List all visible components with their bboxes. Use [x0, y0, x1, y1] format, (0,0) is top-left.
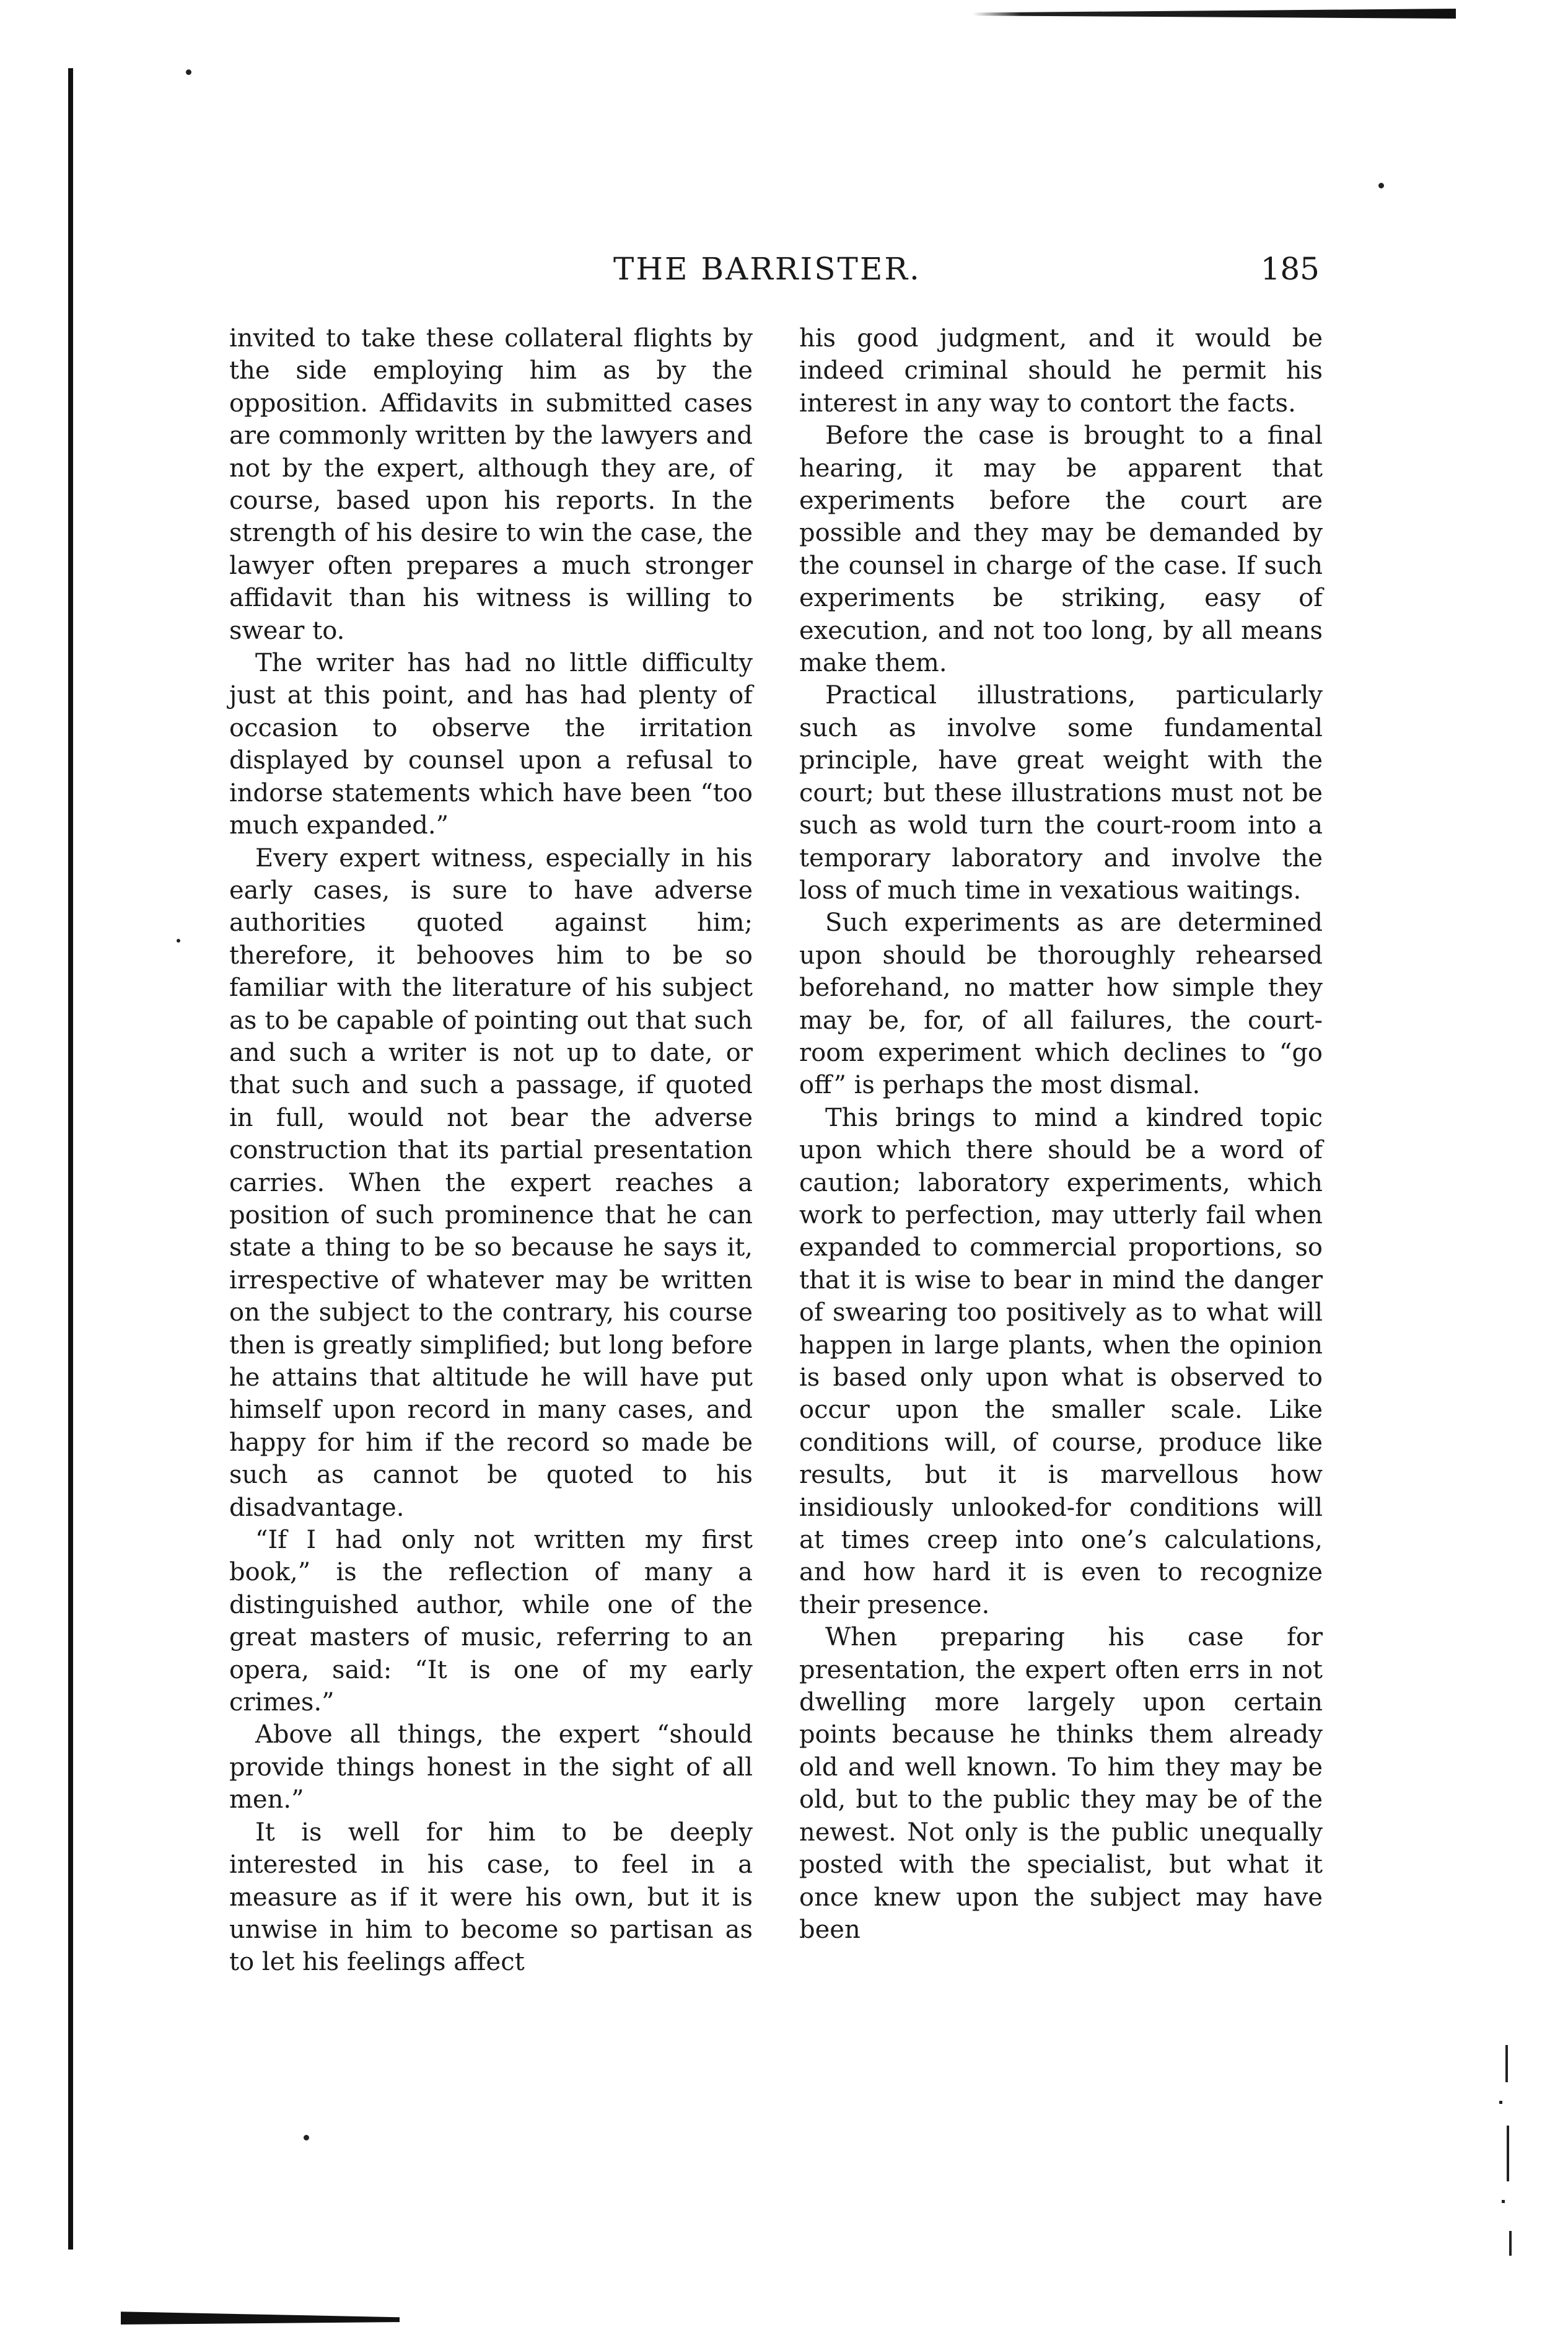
paragraph: invited to take these collateral flights by the side employing him as by the opposition. Affidavits in submitted cases are commonly written by the lawyers and not by the expert, although they are, of course, based upon his reports. In the strength of his desire to win the case, the lawyer often prepares a much stronger affidavit than his witness is willing to swear to. — [229, 324, 753, 645]
paragraph: When preparing his case for presentation, the expert often errs in not dwelling more largely upon certain points because he thinks them already old and well known. To him they may be old, but to the public they may be of the newest. Not only is the public unequally posted with the specialist, but what it once knew upon the subject may have been — [799, 1623, 1323, 1944]
paragraph: Every expert witness, especially in his early cases, is sure to have adverse authorities quoted against him; therefore, it behooves him to be so familiar with the literature of his subject as to be capable of pointing out that such and such a writer is not up to date, or that such and such a passage, if quoted in full, would not bear the adverse construction that its partial presentation carries. When the expert reaches a position of such prominence that he can state a thing to be so because he says it, irrespective of whatever may be written on the subject to the contrary, his course then is greatly simplified; but long before he attains that altitude he will have put himself upon record in many cases, and happy for him if the record so made be such as cannot be quoted to his disadvantage. — [229, 843, 753, 1522]
page-number: 185 — [1260, 251, 1320, 287]
scan-artifact-dot — [177, 939, 180, 943]
scan-artifact-left-edge — [68, 68, 73, 2250]
scan-artifact-top-rule — [973, 9, 1456, 19]
paragraph: It is well for him to be deeply interested in his case, to feel in a measure as if it were his own, but it is unwise in him to become so partisan as to let his feelings affect — [229, 1818, 753, 1977]
scan-artifact-dot — [186, 69, 191, 75]
paragraph: Above all things, the expert “should provide things honest in the sight of all men.” — [229, 1720, 753, 1814]
scan-artifact-dot — [304, 2135, 309, 2140]
paragraph: his good judgment, and it would be indeed criminal should he permit his interest in any way to contort the facts. — [799, 324, 1323, 418]
paragraph: This brings to mind a kindred topic upon which there should be a word of caution; laboratory experiments, which work to perfection, may utterly fail when expanded to commercial proportions, so that it is wise to bear in mind the danger of swearing too positively as to what will happen in large plants, when the opinion is based only upon what is observed to occur upon the smaller scale. Like conditions will, of course, produce like results, but it is marvellous how insidiously unlooked-for conditions will at times creep into one’s calculations, and how hard it is even to recognize their presence. — [799, 1103, 1323, 1619]
scan-artifact-dot — [1378, 183, 1384, 188]
text-column-left — [229, 322, 753, 1979]
paragraph: Before the case is brought to a final hearing, it may be apparent that experiments before the court are possible and they may be demanded by the counsel in charge of the case. If such experiments be striking, easy of execution, and not too long, by all means make them. — [799, 421, 1323, 678]
scan-artifact-right-marks — [1487, 2045, 1518, 2293]
running-head — [229, 251, 1320, 294]
paragraph: Such experiments as are determined upon should be thoroughly rehearsed beforehand, no matter how simple they may be, for, of all failures, the court-room experiment which declines to “go off” is perhaps the most dismal. — [799, 908, 1323, 1100]
running-title: THE BARRISTER. — [613, 251, 921, 287]
paragraph: Practical illustrations, particularly such as involve some fundamental principle, have great weight with the court; but these illustrations must not be such as wold turn the court-room into a temporary laboratory and involve the loss of much time in vexatious waitings. — [799, 681, 1323, 905]
text-column-right — [799, 322, 1323, 1946]
scan-artifact-bottom-smudge — [121, 2308, 400, 2325]
paragraph: The writer has had no little difficulty just at this point, and has had plenty of occasion to observe the irritation displayed by counsel upon a refusal to indorse statements which have been “too much expanded.” — [229, 649, 753, 840]
paragraph: “If I had only not written my first book,” is the reflection of many a distinguished author, while one of the great masters of music, referring to an opera, said: “It is one of my early crimes.” — [229, 1526, 753, 1717]
